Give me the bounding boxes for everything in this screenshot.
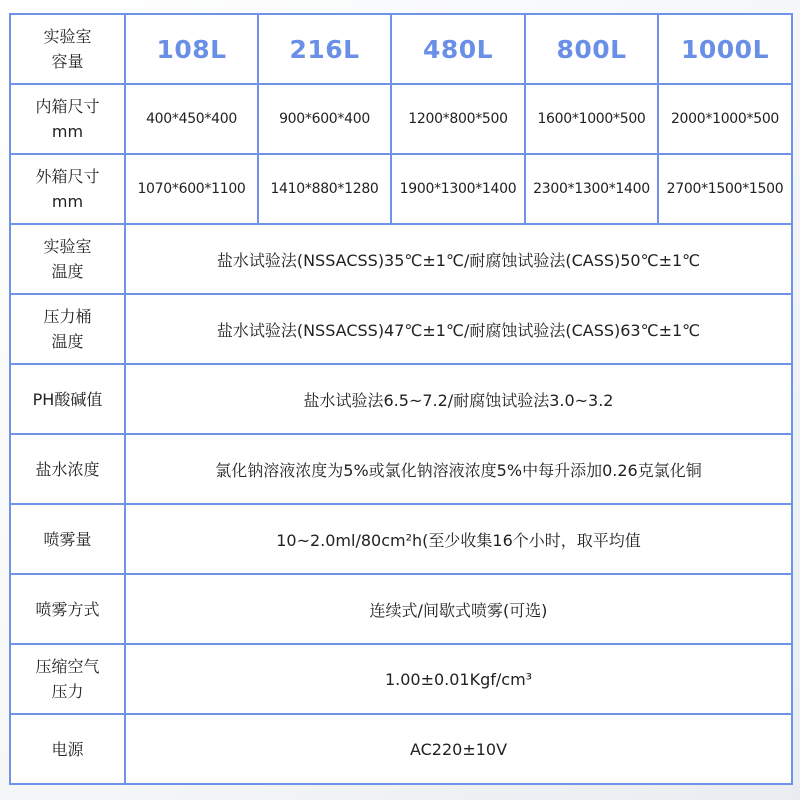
outer-size-cell: 2300*1300*1400 xyxy=(525,154,658,224)
inner-size-label: 内箱尺寸 mm xyxy=(10,84,125,154)
row-lab-temp xyxy=(10,224,792,294)
row-air-pressure xyxy=(10,644,792,714)
spec-table xyxy=(9,13,793,785)
power-value: AC220±10V xyxy=(125,714,792,784)
spray-mode-label: 喷雾方式 xyxy=(10,574,125,644)
row-spray-amount xyxy=(10,504,792,574)
salt-label: 盐水浓度 xyxy=(10,434,125,504)
ph-value: 盐水试验法6.5~7.2/耐腐蚀试验法3.0~3.2 xyxy=(125,364,792,434)
salt-value: 氯化钠溶液浓度为5%或氯化钠溶液浓度5%中每升添加0.26克氯化铜 xyxy=(125,434,792,504)
capacity-108: 108L xyxy=(125,14,258,84)
outer-size-cell: 1410*880*1280 xyxy=(258,154,391,224)
lab-temp-value: 盐水试验法(NSSACSS)35℃±1℃/耐腐蚀试验法(CASS)50℃±1℃ xyxy=(125,224,792,294)
inner-size-cell: 900*600*400 xyxy=(258,84,391,154)
row-spray-mode xyxy=(10,574,792,644)
lab-temp-label: 实验室 温度 xyxy=(10,224,125,294)
tank-temp-label: 压力桶 温度 xyxy=(10,294,125,364)
tank-temp-value: 盐水试验法(NSSACSS)47℃±1℃/耐腐蚀试验法(CASS)63℃±1℃ xyxy=(125,294,792,364)
inner-size-cell: 1600*1000*500 xyxy=(525,84,658,154)
row-inner-size xyxy=(10,84,792,154)
inner-size-cell: 400*450*400 xyxy=(125,84,258,154)
ph-label: PH酸碱值 xyxy=(10,364,125,434)
row-power xyxy=(10,714,792,784)
inner-size-cell: 2000*1000*500 xyxy=(658,84,792,154)
outer-size-cell: 1070*600*1100 xyxy=(125,154,258,224)
spray-amount-label: 喷雾量 xyxy=(10,504,125,574)
inner-size-cell: 1200*800*500 xyxy=(391,84,525,154)
spray-amount-value: 10~2.0ml/80cm²h(至少收集16个小时，取平均值 xyxy=(125,504,792,574)
air-pressure-label: 压缩空气 压力 xyxy=(10,644,125,714)
capacity-800: 800L xyxy=(525,14,658,84)
row-salt xyxy=(10,434,792,504)
spray-mode-value: 连续式/间歇式喷雾(可选) xyxy=(125,574,792,644)
outer-size-label: 外箱尺寸 mm xyxy=(10,154,125,224)
row-capacity xyxy=(10,14,792,84)
row-tank-temp xyxy=(10,294,792,364)
capacity-1000: 1000L xyxy=(658,14,792,84)
outer-size-cell: 1900*1300*1400 xyxy=(391,154,525,224)
outer-size-cell: 2700*1500*1500 xyxy=(658,154,792,224)
capacity-480: 480L xyxy=(391,14,525,84)
power-label: 电源 xyxy=(10,714,125,784)
air-pressure-value: 1.00±0.01Kgf/cm³ xyxy=(125,644,792,714)
capacity-216: 216L xyxy=(258,14,391,84)
row-outer-size xyxy=(10,154,792,224)
capacity-label: 实验室 容量 xyxy=(10,14,125,84)
row-ph xyxy=(10,364,792,434)
